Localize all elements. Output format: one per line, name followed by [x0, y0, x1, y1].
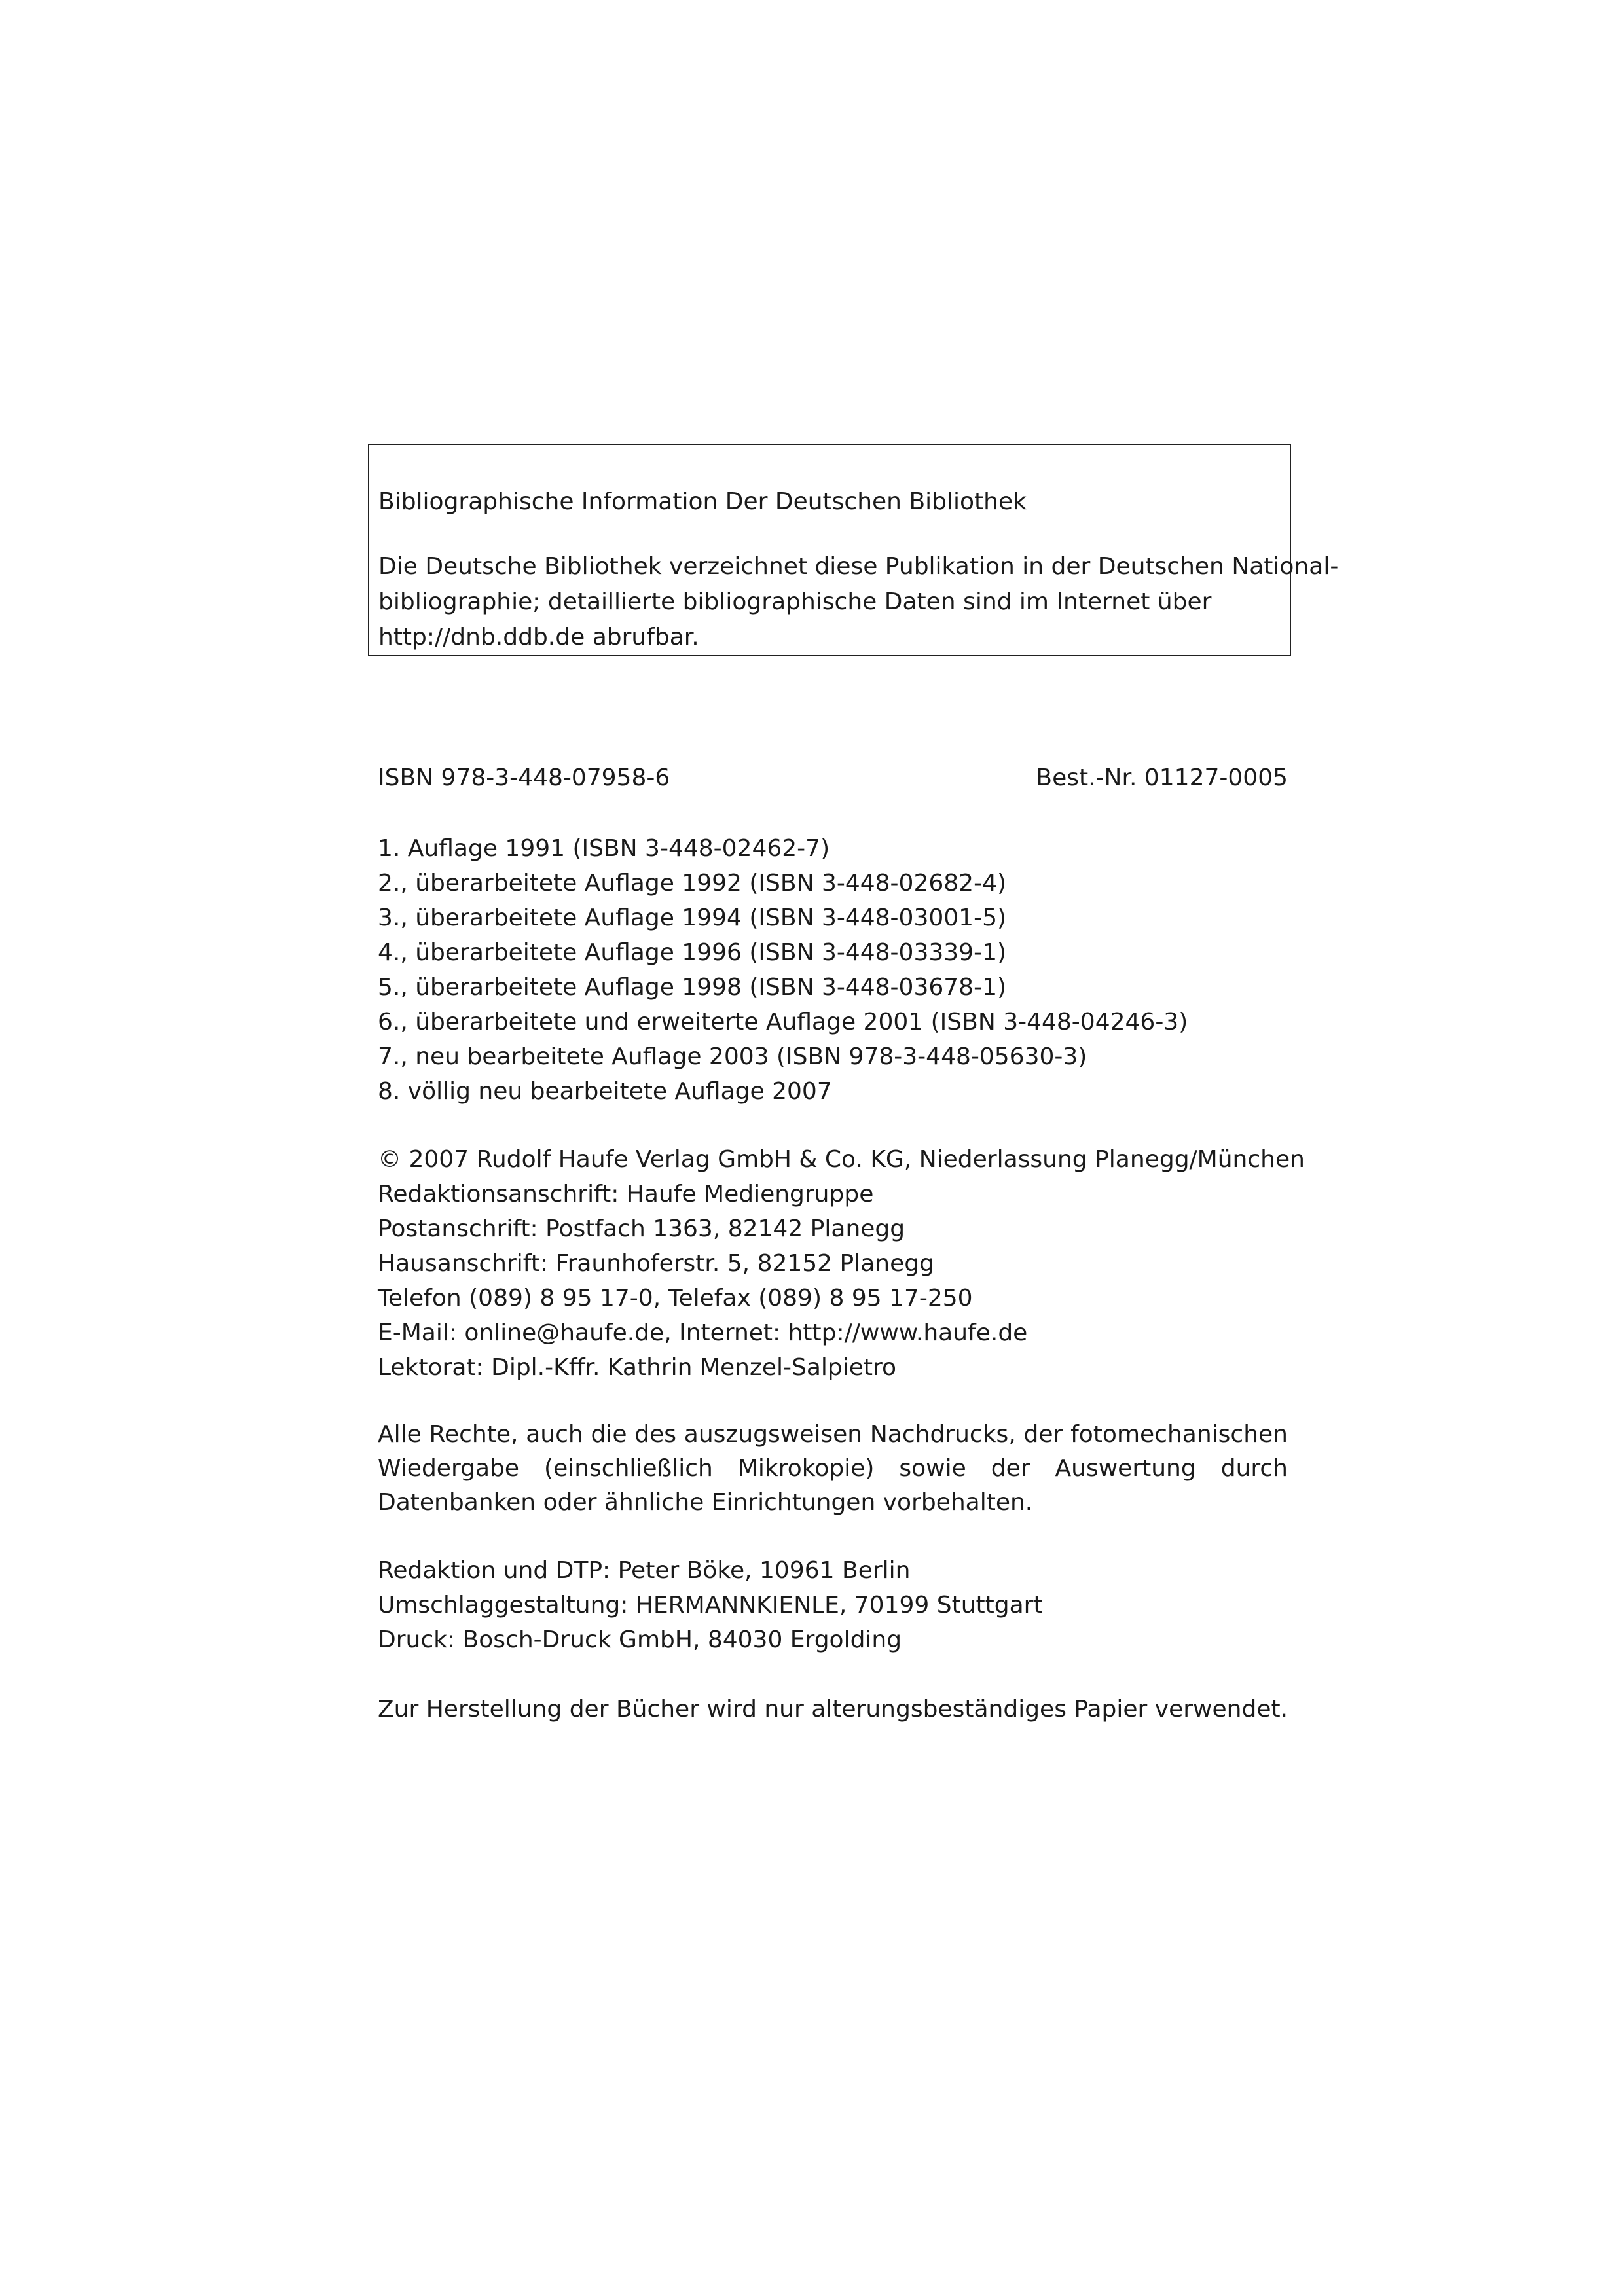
cip-text: [378, 549, 1339, 655]
street-address: Hausanschrift: Fraunhoferstr. 5, 82152 Planegg: [378, 1250, 934, 1277]
cip-line: Die Deutsche Bibliothek verzeichnet diese Publikation in der Deutschen National-: [378, 553, 1339, 580]
edition-line: 2., überarbeitete Auflage 1992 (ISBN 3-448-02682-4): [378, 870, 1007, 897]
rights-notice: Alle Rechte, auch die des auszugsweisen Nachdrucks, der fotomechanischen Wiedergabe (einschließlich Mikrokopie) sowie der Auswertung durch Datenbanken oder ähnliche Einrichtungen vorbehalten.: [378, 1421, 1288, 1516]
edition-history: [378, 831, 1188, 1109]
isbn-row: [378, 761, 1288, 796]
edition-line: 5., überarbeitete Auflage 1998 (ISBN 3-448-03678-1): [378, 974, 1007, 1001]
phone-fax: Telefon (089) 8 95 17-0, Telefax (089) 8 95 17-250: [378, 1285, 973, 1312]
printer-credit: Druck: Bosch-Druck GmbH, 84030 Ergolding: [378, 1626, 902, 1653]
editor-line: Lektorat: Dipl.-Kffr. Kathrin Menzel-Salpietro: [378, 1354, 897, 1381]
isbn-number: ISBN 978-3-448-07958-6: [378, 764, 670, 791]
edition-line: 7., neu bearbeitete Auflage 2003 (ISBN 978-3-448-05630-3): [378, 1043, 1087, 1070]
edition-line: 8. völlig neu bearbeitete Auflage 2007: [378, 1078, 832, 1105]
postal-address: Postanschrift: Postfach 1363, 82142 Planegg: [378, 1215, 905, 1242]
cip-notice-box: [368, 444, 1339, 656]
cip-title: Bibliographische Information Der Deutschen Bibliothek: [378, 488, 1027, 515]
paper-note: Zur Herstellung der Bücher wird nur alterungsbeständiges Papier verwendet.: [378, 1696, 1288, 1723]
production-credits: [378, 1553, 1043, 1657]
edition-line: 1. Auflage 1991 (ISBN 3-448-02462-7): [378, 835, 830, 862]
edition-line: 6., überarbeitete und erweiterte Auflage 2001 (ISBN 3-448-04246-3): [378, 1009, 1188, 1035]
edition-line: 3., überarbeitete Auflage 1994 (ISBN 3-448-03001-5): [378, 905, 1007, 931]
edition-line: 4., überarbeitete Auflage 1996 (ISBN 3-448-03339-1): [378, 939, 1007, 966]
order-number: Best.-Nr. 01127-0005: [1036, 764, 1288, 791]
email-internet: E-Mail: online@haufe.de, Internet: http://www.haufe.de: [378, 1319, 1028, 1346]
publisher-info: [378, 1142, 1305, 1385]
cip-line: http://dnb.ddb.de abrufbar.: [378, 624, 699, 651]
cip-line: bibliographie; detaillierte bibliographische Daten sind im Internet über: [378, 588, 1212, 615]
dtp-credit: Redaktion und DTP: Peter Böke, 10961 Berlin: [378, 1557, 911, 1584]
editorial-address: Redaktionsanschrift: Haufe Mediengruppe: [378, 1181, 874, 1208]
cover-design-credit: Umschlaggestaltung: HERMANNKIENLE, 70199 Stuttgart: [378, 1592, 1043, 1619]
copyright-line: © 2007 Rudolf Haufe Verlag GmbH & Co. KG, Niederlassung Planegg/München: [378, 1146, 1305, 1173]
